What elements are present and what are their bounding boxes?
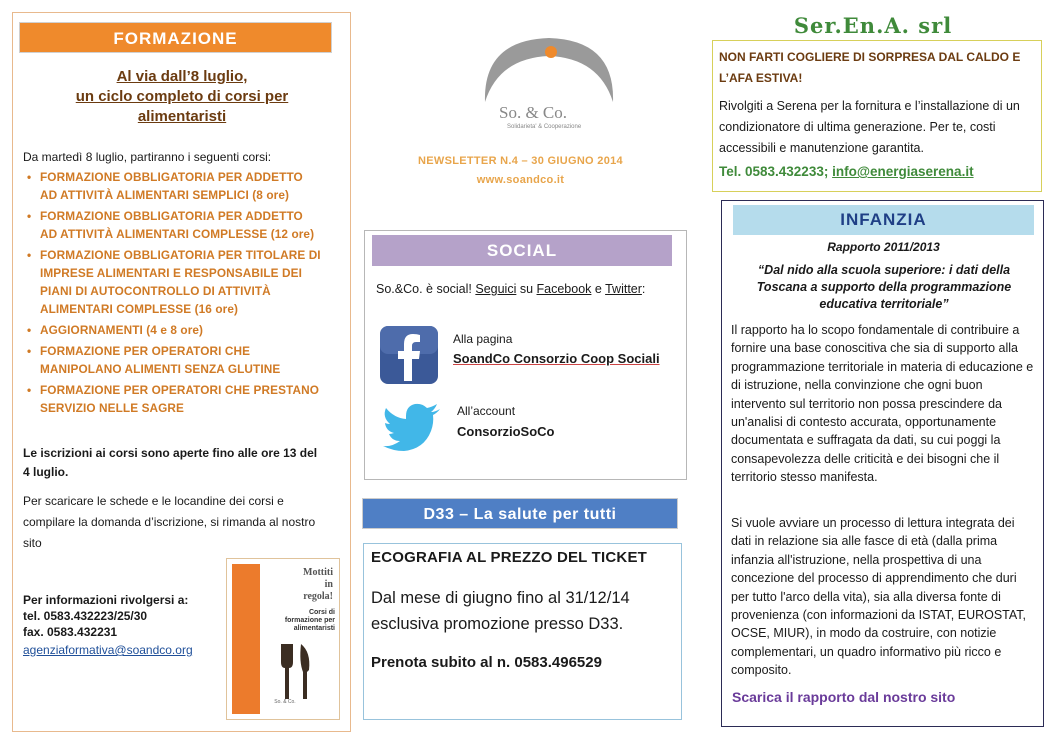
course-line: SERVIZIO NELLE SAGRE — [40, 401, 185, 415]
course-line: • FORMAZIONE PER OPERATORI CHE PRESTANO — [40, 383, 319, 397]
poster-sub-line: formazione per — [284, 617, 335, 624]
newsletter-website[interactable]: www.soandco.it — [476, 174, 565, 186]
social-text — [376, 282, 645, 296]
formazione-banner: FORMAZIONE — [19, 22, 332, 53]
poster-sub-line: alimentaristi — [293, 625, 335, 632]
course-line: PIANI DI AUTOCONTROLLO DI ATTIVITÀ — [40, 284, 271, 298]
social-text-part: Seguici — [475, 282, 517, 296]
twitter-bird-icon[interactable] — [382, 403, 442, 451]
course-line: IMPRESE ALIMENTARI E RESPONSABILE DEI — [40, 266, 302, 280]
facebook-icon[interactable] — [379, 325, 439, 385]
headline-line: un ciclo completo di corsi per — [75, 88, 289, 105]
social-banner: SOCIAL — [372, 235, 672, 266]
course-line: • AGGIORNAMENTI (4 e 8 ore) — [40, 323, 204, 337]
download-report-link[interactable]: Scarica il rapporto dal nostro sito — [732, 689, 956, 705]
infanzia-banner: INFANZIA — [733, 205, 1034, 235]
course-line: • FORMAZIONE PER OPERATORI CHE — [40, 344, 251, 358]
course-line: • FORMAZIONE OBBLIGATORIA PER ADDETTO — [40, 209, 303, 223]
serena-contact — [719, 164, 974, 179]
infanzia-paragraph-1: Il rapporto ha lo scopo fondamentale di contribuire a fornire una base conoscitiva che sia di supporto alla programmazione territoriale in materia di educazione e di istruzione, nella convinzione che ogni buon intervento sul territorio non possa prescindere da un'analisi di contesto accurata, opportunamente documentata e suffragata da dati, su cui poggi la consapevolezza delle criticità e dei bisogni che il territorio stesso manifesta. — [731, 323, 1034, 485]
facebook-label: Alla pagina — [453, 332, 513, 346]
social-text-part: e — [591, 282, 606, 296]
contact-info — [23, 592, 233, 658]
facebook-page-link[interactable]: SoandCo Consorzio Coop Sociali — [453, 351, 660, 366]
serena-tel: Tel. 0583.432233; — [719, 164, 829, 179]
poster-subtitle — [271, 609, 335, 633]
infanzia-report-title: Rapporto 2011/2013 — [827, 240, 940, 254]
course-item — [25, 168, 340, 204]
poster-logo: So. & Co. — [274, 699, 296, 705]
d33-body: Dal mese di giugno fino al 31/12/14 esclusiva promozione presso D33. — [371, 589, 630, 633]
poster-title-line: regola! — [303, 591, 333, 602]
d33-phone: Prenota subito al n. 0583.496529 — [371, 654, 602, 671]
course-item — [25, 321, 340, 339]
soandco-logo — [479, 32, 619, 132]
course-poster[interactable] — [226, 558, 340, 720]
social-text-part: Twitter — [605, 282, 642, 296]
newsletter-issue: NEWSLETTER N.4 – 30 GIUGNO 2014 — [418, 155, 623, 167]
course-item — [25, 381, 340, 417]
enrollment-deadline: Le iscrizioni ai corsi sono aperte fino alle ore 13 del 4 luglio. — [23, 446, 318, 479]
headline-line: alimentaristi — [137, 108, 227, 125]
social-text-part: So.&Co. è social! — [376, 282, 476, 296]
cutlery-icon — [275, 644, 317, 699]
serena-body: Rivolgiti a Serena per la fornitura e l’installazione di un condizionatore di ultima generazione. Per te, costi accessibili e manutenzione garantita. — [719, 99, 1020, 155]
formazione-headline[interactable] — [40, 67, 324, 127]
infanzia-paragraph-2: Si vuole avviare un processo di lettura integrata dei dati in relazione sia alle fasce di età (dalla prima infanzia all'istruzione, nella prospettiva di una concezione del processo di apprendimento che duri per tutto l'arco della vita), sia alla diversa fonte di provenienza (con informazioni da ISTAT, EUROSTAT, OCSE, MIUR), in modo da costruire, con notizie complementari, un quadro informativo più ricco e composito. — [731, 516, 1027, 678]
poster-title-line: in — [324, 579, 333, 590]
info-tel: tel. 0583.432223/25/30 — [23, 609, 148, 623]
download-instructions: Per scaricare le schede e le locandine dei corsi e compilare la domanda d’iscrizione, si rimanda al nostro sito — [23, 494, 316, 550]
course-line: AD ATTIVITÀ ALIMENTARI COMPLESSE (12 ore) — [40, 227, 315, 241]
twitter-account-link[interactable]: ConsorzioSoCo — [457, 424, 555, 439]
course-list — [25, 168, 340, 420]
poster-sub-line: Corsi di — [308, 609, 335, 616]
serena-headline: NON FARTI COGLIERE DI SORPRESA DAL CALDO E L’AFA ESTIVA! — [719, 50, 1021, 85]
serena-title: Ser.En.A. srl — [793, 13, 953, 38]
course-line: • FORMAZIONE OBBLIGATORIA PER ADDETTO — [40, 170, 303, 184]
formazione-intro: Da martedì 8 luglio, partiranno i seguenti corsi: — [23, 150, 272, 164]
poster-title — [263, 567, 333, 603]
d33-banner: D33 – La salute per tutti — [362, 498, 678, 529]
course-line: MANIPOLANO ALIMENTI SENZA GLUTINE — [40, 362, 281, 376]
headline-line: Al via dall’8 luglio, — [116, 68, 248, 85]
social-text-part: : — [641, 282, 646, 296]
info-fax: fax. 0583.432231 — [23, 625, 118, 639]
svg-text:So. & Co.: So. & Co. — [499, 103, 568, 122]
d33-title: ECOGRAFIA AL PREZZO DEL TICKET — [371, 549, 648, 566]
twitter-label: All’account — [457, 404, 516, 418]
svg-text:Solidarieta' & Cooperazione: Solidarieta' & Cooperazione — [507, 124, 582, 130]
newsletter-heading — [373, 152, 668, 190]
social-text-part: su — [516, 282, 537, 296]
infanzia-quote: “Dal nido alla scuola superiore: i dati della Toscana a supporto della programmazione educativa territoriale” — [756, 263, 1012, 311]
poster-title-line: Mottiti — [303, 567, 333, 578]
email-link[interactable]: agenziaformativa@soandco.org — [23, 643, 193, 657]
course-line: • FORMAZIONE OBBLIGATORIA PER TITOLARE DI — [40, 248, 321, 262]
course-item — [25, 246, 340, 318]
course-item — [25, 342, 340, 378]
social-text-part: Facebook — [536, 282, 592, 296]
course-line: AD ATTIVITÀ ALIMENTARI SEMPLICI (8 ore) — [40, 188, 290, 202]
poster-strip — [232, 564, 260, 714]
course-line: ALIMENTARI COMPLESSE (16 ore) — [40, 302, 239, 316]
course-item — [25, 207, 340, 243]
info-title: Per informazioni rivolgersi a: — [23, 593, 189, 607]
serena-email-link[interactable]: info@energiaserena.it — [832, 164, 974, 179]
